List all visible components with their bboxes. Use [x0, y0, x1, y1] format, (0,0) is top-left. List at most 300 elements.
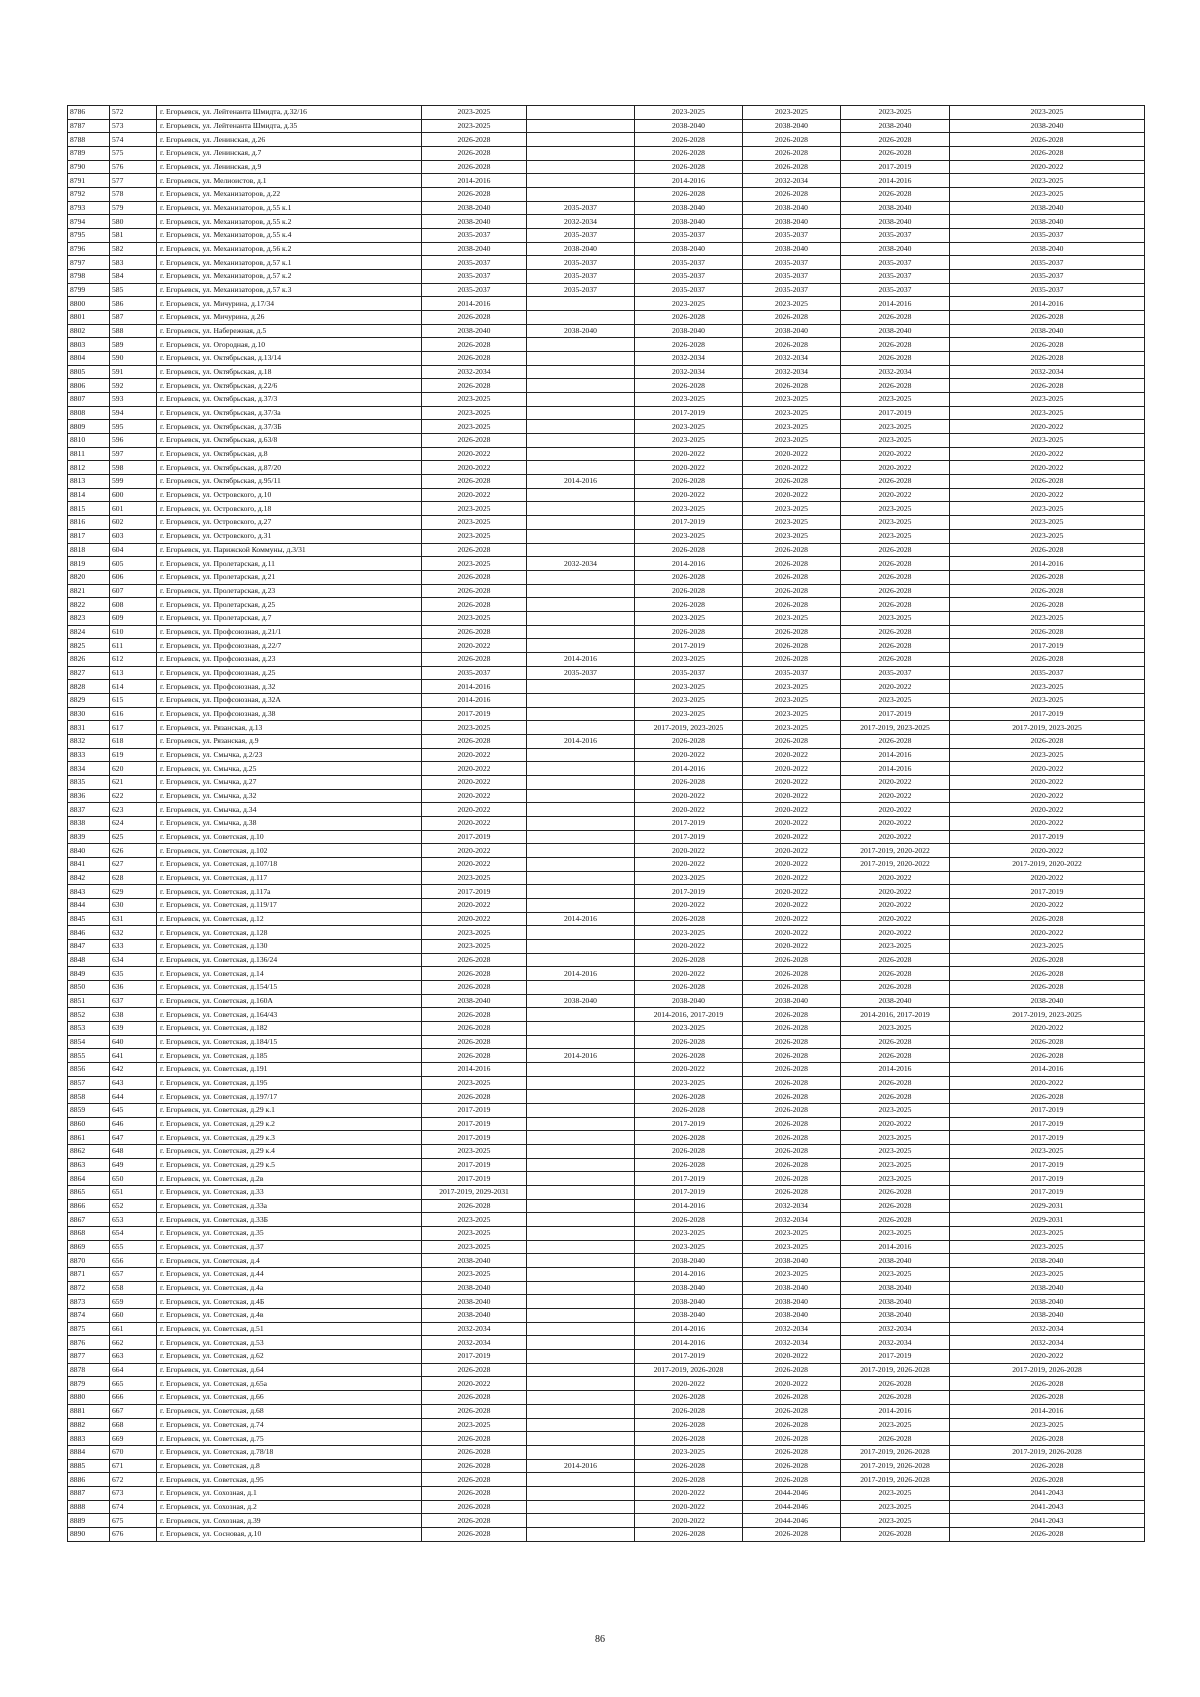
period-cell-6: 2023-2025	[950, 174, 1145, 188]
period-cell-4: 2026-2028	[743, 1527, 841, 1541]
period-cell-5: 2023-2025	[841, 106, 950, 120]
period-cell-6: 2026-2028	[950, 1459, 1145, 1473]
period-cell-6: 2023-2025	[950, 502, 1145, 516]
period-cell-6: 2014-2016	[950, 297, 1145, 311]
item-number-cell: 594	[110, 406, 157, 420]
period-cell-4: 2026-2028	[743, 1459, 841, 1473]
period-cell-3: 2014-2016	[635, 1322, 743, 1336]
period-cell-5: 2035-2037	[841, 666, 950, 680]
period-cell-3: 2026-2028	[635, 1432, 743, 1446]
address-cell: г. Егорьевск, ул. Ленинская, д.9	[157, 160, 422, 174]
period-cell-5: 2026-2028	[841, 1391, 950, 1405]
period-cell-2	[527, 160, 635, 174]
period-cell-4: 2020-2022	[743, 775, 841, 789]
row-number-cell: 8833	[68, 748, 110, 762]
period-cell-6: 2026-2028	[950, 1035, 1145, 1049]
period-cell-6: 2020-2022	[950, 1076, 1145, 1090]
period-cell-6: 2026-2028	[950, 1432, 1145, 1446]
period-cell-4: 2038-2040	[743, 1295, 841, 1309]
period-cell-5: 2020-2022	[841, 775, 950, 789]
period-cell-1: 2026-2028	[422, 1459, 527, 1473]
period-cell-2	[527, 434, 635, 448]
period-cell-2: 2032-2034	[527, 557, 635, 571]
address-cell: г. Егорьевск, ул. Советская, д.102	[157, 844, 422, 858]
period-cell-5: 2026-2028	[841, 338, 950, 352]
period-cell-1: 2023-2025	[422, 502, 527, 516]
period-cell-3: 2017-2019	[635, 1350, 743, 1364]
period-cell-3: 2017-2019	[635, 830, 743, 844]
period-cell-2: 2035-2037	[527, 201, 635, 215]
period-cell-6: 2026-2028	[950, 311, 1145, 325]
period-cell-2	[527, 1227, 635, 1241]
period-cell-5: 2020-2022	[841, 898, 950, 912]
period-cell-2	[527, 803, 635, 817]
address-cell: г. Егорьевск, ул. Механизаторов, д.57 к.3	[157, 283, 422, 297]
period-cell-6: 2032-2034	[950, 1322, 1145, 1336]
period-cell-5: 2023-2025	[841, 1158, 950, 1172]
address-cell: г. Егорьевск, ул. Огородная, д.10	[157, 338, 422, 352]
period-cell-4: 2023-2025	[743, 420, 841, 434]
period-cell-3: 2017-2019, 2023-2025	[635, 721, 743, 735]
period-cell-6: 2023-2025	[950, 1240, 1145, 1254]
period-cell-2	[527, 1309, 635, 1323]
period-cell-4: 2026-2028	[743, 338, 841, 352]
row-number-cell: 8859	[68, 1104, 110, 1118]
period-cell-1: 2020-2022	[422, 898, 527, 912]
item-number-cell: 671	[110, 1459, 157, 1473]
address-cell: г. Егорьевск, ул. Советская, д.191	[157, 1063, 422, 1077]
item-number-cell: 612	[110, 652, 157, 666]
period-cell-5: 2026-2028	[841, 625, 950, 639]
table-row	[68, 967, 1145, 981]
period-cell-3: 2020-2022	[635, 488, 743, 502]
period-cell-3: 2020-2022	[635, 857, 743, 871]
period-cell-4: 2020-2022	[743, 1350, 841, 1364]
row-number-cell: 8829	[68, 693, 110, 707]
period-cell-3: 2026-2028	[635, 1145, 743, 1159]
period-cell-5: 2017-2019, 2020-2022	[841, 844, 950, 858]
table-row	[68, 379, 1145, 393]
period-cell-1: 2023-2025	[422, 1213, 527, 1227]
period-cell-4: 2023-2025	[743, 611, 841, 625]
table-row	[68, 338, 1145, 352]
period-cell-3: 2014-2016	[635, 1268, 743, 1282]
period-cell-6: 2038-2040	[950, 119, 1145, 133]
table-row	[68, 693, 1145, 707]
period-cell-4: 2023-2025	[743, 707, 841, 721]
period-cell-4: 2026-2028	[743, 1418, 841, 1432]
table-row	[68, 1145, 1145, 1159]
period-cell-4: 2026-2028	[743, 1076, 841, 1090]
period-cell-5: 2020-2022	[841, 830, 950, 844]
period-cell-3: 2020-2022	[635, 1514, 743, 1528]
period-cell-4: 2026-2028	[743, 1131, 841, 1145]
period-cell-6: 2023-2025	[950, 1268, 1145, 1282]
period-cell-2	[527, 1104, 635, 1118]
period-cell-5: 2020-2022	[841, 816, 950, 830]
item-number-cell: 585	[110, 283, 157, 297]
period-cell-2	[527, 1486, 635, 1500]
row-number-cell: 8816	[68, 516, 110, 530]
period-cell-6: 2023-2025	[950, 406, 1145, 420]
period-cell-2	[527, 871, 635, 885]
period-cell-4: 2044-2046	[743, 1514, 841, 1528]
item-number-cell: 644	[110, 1090, 157, 1104]
period-cell-6: 2026-2028	[950, 379, 1145, 393]
period-cell-4: 2020-2022	[743, 926, 841, 940]
table-row	[68, 803, 1145, 817]
period-cell-4: 2026-2028	[743, 475, 841, 489]
row-number-cell: 8791	[68, 174, 110, 188]
period-cell-2	[527, 352, 635, 366]
period-cell-6: 2023-2025	[950, 748, 1145, 762]
table-row	[68, 447, 1145, 461]
period-cell-6: 2032-2034	[950, 365, 1145, 379]
table-row	[68, 1500, 1145, 1514]
period-cell-2	[527, 188, 635, 202]
period-cell-5: 2023-2025	[841, 1227, 950, 1241]
period-cell-4: 2026-2028	[743, 1172, 841, 1186]
row-number-cell: 8789	[68, 147, 110, 161]
period-cell-5: 2038-2040	[841, 242, 950, 256]
item-number-cell: 581	[110, 229, 157, 243]
period-cell-1: 2038-2040	[422, 324, 527, 338]
item-number-cell: 609	[110, 611, 157, 625]
item-number-cell: 616	[110, 707, 157, 721]
row-number-cell: 8799	[68, 283, 110, 297]
row-number-cell: 8880	[68, 1391, 110, 1405]
item-number-cell: 645	[110, 1104, 157, 1118]
period-cell-5: 2038-2040	[841, 1295, 950, 1309]
repair-schedule-table	[67, 105, 1145, 1542]
period-cell-5: 2014-2016	[841, 297, 950, 311]
period-cell-3: 2017-2019	[635, 639, 743, 653]
address-cell: г. Егорьевск, ул. Советская, д.119/17	[157, 898, 422, 912]
period-cell-1: 2023-2025	[422, 871, 527, 885]
period-cell-6: 2026-2028	[950, 598, 1145, 612]
address-cell: г. Егорьевск, ул. Советская, д.29 к.5	[157, 1158, 422, 1172]
period-cell-4: 2020-2022	[743, 447, 841, 461]
address-cell: г. Егорьевск, ул. Смычка, д.38	[157, 816, 422, 830]
period-cell-1: 2026-2028	[422, 598, 527, 612]
address-cell: г. Егорьевск, ул. Советская, д.78/18	[157, 1445, 422, 1459]
address-cell: г. Егорьевск, ул. Механизаторов, д.57 к.2	[157, 270, 422, 284]
period-cell-3: 2020-2022	[635, 803, 743, 817]
period-cell-5: 2017-2019	[841, 406, 950, 420]
address-cell: г. Егорьевск, ул. Советская, д.29 к.1	[157, 1104, 422, 1118]
period-cell-5: 2023-2025	[841, 1145, 950, 1159]
period-cell-3: 2026-2028	[635, 734, 743, 748]
period-cell-4: 2038-2040	[743, 1281, 841, 1295]
table-row	[68, 1281, 1145, 1295]
period-cell-3: 2014-2016, 2017-2019	[635, 1008, 743, 1022]
period-cell-5: 2020-2022	[841, 926, 950, 940]
item-number-cell: 669	[110, 1432, 157, 1446]
item-number-cell: 582	[110, 242, 157, 256]
period-cell-4: 2020-2022	[743, 885, 841, 899]
table-row	[68, 420, 1145, 434]
table-row	[68, 1432, 1145, 1446]
item-number-cell: 597	[110, 447, 157, 461]
period-cell-4: 2026-2028	[743, 1432, 841, 1446]
table-row	[68, 1213, 1145, 1227]
period-cell-5: 2026-2028	[841, 1035, 950, 1049]
period-cell-4: 2020-2022	[743, 844, 841, 858]
address-cell: г. Егорьевск, ул. Октябрьская, д.87/20	[157, 461, 422, 475]
table-row	[68, 434, 1145, 448]
address-cell: г. Егорьевск, ул. Мелиоистов, д.1	[157, 174, 422, 188]
period-cell-1: 2023-2025	[422, 516, 527, 530]
period-cell-4: 2026-2028	[743, 1063, 841, 1077]
period-cell-5: 2026-2028	[841, 311, 950, 325]
item-number-cell: 667	[110, 1404, 157, 1418]
period-cell-1: 2014-2016	[422, 693, 527, 707]
item-number-cell: 637	[110, 994, 157, 1008]
period-cell-5: 2035-2037	[841, 283, 950, 297]
period-cell-4: 2026-2028	[743, 981, 841, 995]
period-cell-1: 2026-2028	[422, 953, 527, 967]
address-cell: г. Егорьевск, ул. Советская, д.4в	[157, 1309, 422, 1323]
period-cell-3: 2023-2025	[635, 1445, 743, 1459]
period-cell-2	[527, 1336, 635, 1350]
period-cell-2: 2035-2037	[527, 666, 635, 680]
period-cell-4: 2020-2022	[743, 816, 841, 830]
item-number-cell: 675	[110, 1514, 157, 1528]
period-cell-3: 2026-2028	[635, 1035, 743, 1049]
period-cell-3: 2038-2040	[635, 215, 743, 229]
item-number-cell: 624	[110, 816, 157, 830]
period-cell-3: 2026-2028	[635, 775, 743, 789]
period-cell-4: 2026-2028	[743, 188, 841, 202]
period-cell-3: 2020-2022	[635, 1500, 743, 1514]
address-cell: г. Егорьевск, ул. Советская, д.185	[157, 1049, 422, 1063]
address-cell: г. Егорьевск, ул. Мичурина, д.17/34	[157, 297, 422, 311]
table-row	[68, 119, 1145, 133]
row-number-cell: 8837	[68, 803, 110, 817]
period-cell-3: 2038-2040	[635, 119, 743, 133]
item-number-cell: 640	[110, 1035, 157, 1049]
period-cell-3: 2026-2028	[635, 1527, 743, 1541]
address-cell: г. Егорьевск, ул. Октябрьская, д.95/11	[157, 475, 422, 489]
period-cell-1: 2017-2019	[422, 1172, 527, 1186]
address-cell: г. Егорьевск, ул. Профсоюзная, д.23	[157, 652, 422, 666]
item-number-cell: 613	[110, 666, 157, 680]
period-cell-4: 2035-2037	[743, 256, 841, 270]
period-cell-2	[527, 106, 635, 120]
period-cell-5: 2014-2016	[841, 1063, 950, 1077]
table-row	[68, 898, 1145, 912]
period-cell-1: 2026-2028	[422, 1486, 527, 1500]
period-cell-1: 2020-2022	[422, 857, 527, 871]
row-number-cell: 8794	[68, 215, 110, 229]
period-cell-2	[527, 1186, 635, 1200]
period-cell-5: 2026-2028	[841, 379, 950, 393]
period-cell-1: 2035-2037	[422, 666, 527, 680]
period-cell-6: 2038-2040	[950, 1309, 1145, 1323]
address-cell: г. Егорьевск, ул. Советская, д.35	[157, 1227, 422, 1241]
item-number-cell: 635	[110, 967, 157, 981]
period-cell-1: 2017-2019	[422, 1158, 527, 1172]
period-cell-6: 2026-2028	[950, 912, 1145, 926]
period-cell-3: 2026-2028	[635, 1404, 743, 1418]
address-cell: г. Егорьевск, ул. Сохозная, д.2	[157, 1500, 422, 1514]
period-cell-3: 2023-2025	[635, 871, 743, 885]
address-cell: г. Егорьевск, ул. Октябрьская, д.8	[157, 447, 422, 461]
address-cell: г. Егорьевск, ул. Сохозная, д.1	[157, 1486, 422, 1500]
table-row	[68, 1418, 1145, 1432]
period-cell-2	[527, 844, 635, 858]
period-cell-5: 2026-2028	[841, 1090, 950, 1104]
period-cell-5: 2020-2022	[841, 461, 950, 475]
address-cell: г. Егорьевск, ул. Советская, д.95	[157, 1473, 422, 1487]
item-number-cell: 662	[110, 1336, 157, 1350]
period-cell-3: 2026-2028	[635, 1391, 743, 1405]
item-number-cell: 611	[110, 639, 157, 653]
period-cell-6: 2038-2040	[950, 1254, 1145, 1268]
period-cell-1: 2026-2028	[422, 1432, 527, 1446]
table-row	[68, 1459, 1145, 1473]
period-cell-4: 2026-2028	[743, 1363, 841, 1377]
period-cell-3: 2038-2040	[635, 324, 743, 338]
item-number-cell: 670	[110, 1445, 157, 1459]
row-number-cell: 8842	[68, 871, 110, 885]
period-cell-4: 2026-2028	[743, 598, 841, 612]
period-cell-5: 2038-2040	[841, 994, 950, 1008]
row-number-cell: 8832	[68, 734, 110, 748]
address-cell: г. Егорьевск, ул. Лейтенанта Шмидта, д.32/16	[157, 106, 422, 120]
period-cell-2	[527, 680, 635, 694]
period-cell-5: 2026-2028	[841, 967, 950, 981]
row-number-cell: 8853	[68, 1022, 110, 1036]
item-number-cell: 646	[110, 1117, 157, 1131]
row-number-cell: 8787	[68, 119, 110, 133]
row-number-cell: 8815	[68, 502, 110, 516]
period-cell-6: 2038-2040	[950, 1281, 1145, 1295]
period-cell-2: 2035-2037	[527, 229, 635, 243]
period-cell-4: 2038-2040	[743, 324, 841, 338]
row-number-cell: 8821	[68, 584, 110, 598]
period-cell-3: 2023-2025	[635, 652, 743, 666]
row-number-cell: 8811	[68, 447, 110, 461]
period-cell-4: 2038-2040	[743, 201, 841, 215]
period-cell-6: 2026-2028	[950, 147, 1145, 161]
period-cell-2	[527, 516, 635, 530]
item-number-cell: 651	[110, 1186, 157, 1200]
period-cell-1: 2020-2022	[422, 789, 527, 803]
period-cell-1: 2017-2019	[422, 830, 527, 844]
period-cell-5: 2026-2028	[841, 543, 950, 557]
address-cell: г. Егорьевск, ул. Советская, д.117	[157, 871, 422, 885]
period-cell-6: 2017-2019	[950, 707, 1145, 721]
period-cell-3: 2038-2040	[635, 994, 743, 1008]
table-row	[68, 324, 1145, 338]
table-row	[68, 516, 1145, 530]
period-cell-4: 2038-2040	[743, 242, 841, 256]
table-row	[68, 365, 1145, 379]
item-number-cell: 668	[110, 1418, 157, 1432]
period-cell-6: 2026-2028	[950, 967, 1145, 981]
period-cell-2	[527, 365, 635, 379]
period-cell-2	[527, 147, 635, 161]
row-number-cell: 8875	[68, 1322, 110, 1336]
period-cell-5: 2014-2016, 2017-2019	[841, 1008, 950, 1022]
period-cell-5: 2023-2025	[841, 529, 950, 543]
address-cell: г. Егорьевск, ул. Парижской Коммуны, д.3/31	[157, 543, 422, 557]
period-cell-4: 2038-2040	[743, 1309, 841, 1323]
item-number-cell: 676	[110, 1527, 157, 1541]
period-cell-2: 2035-2037	[527, 256, 635, 270]
item-number-cell: 630	[110, 898, 157, 912]
address-cell: г. Егорьевск, ул. Октябрьская, д.22/6	[157, 379, 422, 393]
table-row	[68, 229, 1145, 243]
period-cell-2	[527, 297, 635, 311]
row-number-cell: 8840	[68, 844, 110, 858]
item-number-cell: 614	[110, 680, 157, 694]
address-cell: г. Егорьевск, ул. Советская, д.128	[157, 926, 422, 940]
period-cell-1: 2038-2040	[422, 1254, 527, 1268]
period-cell-5: 2026-2028	[841, 352, 950, 366]
period-cell-1: 2026-2028	[422, 1404, 527, 1418]
address-cell: г. Егорьевск, ул. Советская, д.8	[157, 1459, 422, 1473]
period-cell-3: 2026-2028	[635, 475, 743, 489]
row-number-cell: 8838	[68, 816, 110, 830]
period-cell-2	[527, 693, 635, 707]
period-cell-6: 2017-2019	[950, 830, 1145, 844]
item-number-cell: 608	[110, 598, 157, 612]
period-cell-3: 2014-2016	[635, 557, 743, 571]
address-cell: г. Егорьевск, ул. Советская, д.65а	[157, 1377, 422, 1391]
period-cell-4: 2026-2028	[743, 625, 841, 639]
period-cell-2	[527, 1022, 635, 1036]
period-cell-6: 2038-2040	[950, 324, 1145, 338]
row-number-cell: 8877	[68, 1350, 110, 1364]
row-number-cell: 8797	[68, 256, 110, 270]
period-cell-5: 2038-2040	[841, 201, 950, 215]
period-cell-1: 2020-2022	[422, 803, 527, 817]
row-number-cell: 8869	[68, 1240, 110, 1254]
period-cell-5: 2026-2028	[841, 981, 950, 995]
item-number-cell: 584	[110, 270, 157, 284]
period-cell-6: 2026-2028	[950, 734, 1145, 748]
table-row	[68, 1199, 1145, 1213]
row-number-cell: 8828	[68, 680, 110, 694]
period-cell-3: 2035-2037	[635, 666, 743, 680]
period-cell-2	[527, 1008, 635, 1022]
period-cell-6: 2026-2028	[950, 1377, 1145, 1391]
table-row	[68, 1022, 1145, 1036]
period-cell-5: 2014-2016	[841, 1404, 950, 1418]
address-cell: г. Егорьевск, ул. Мичурина, д.26	[157, 311, 422, 325]
item-number-cell: 599	[110, 475, 157, 489]
address-cell: г. Егорьевск, ул. Советская, д.33а	[157, 1199, 422, 1213]
period-cell-6: 2041-2043	[950, 1486, 1145, 1500]
row-number-cell: 8871	[68, 1268, 110, 1282]
period-cell-4: 2020-2022	[743, 488, 841, 502]
table-row	[68, 1117, 1145, 1131]
item-number-cell: 658	[110, 1281, 157, 1295]
period-cell-6: 2017-2019, 2023-2025	[950, 721, 1145, 735]
period-cell-1: 2023-2025	[422, 721, 527, 735]
table-row	[68, 680, 1145, 694]
period-cell-1: 2017-2019, 2029-2031	[422, 1186, 527, 1200]
period-cell-4: 2026-2028	[743, 967, 841, 981]
item-number-cell: 674	[110, 1500, 157, 1514]
address-cell: г. Егорьевск, ул. Смычка, д.32	[157, 789, 422, 803]
row-number-cell: 8806	[68, 379, 110, 393]
period-cell-5: 2038-2040	[841, 215, 950, 229]
period-cell-1: 2038-2040	[422, 994, 527, 1008]
item-number-cell: 638	[110, 1008, 157, 1022]
